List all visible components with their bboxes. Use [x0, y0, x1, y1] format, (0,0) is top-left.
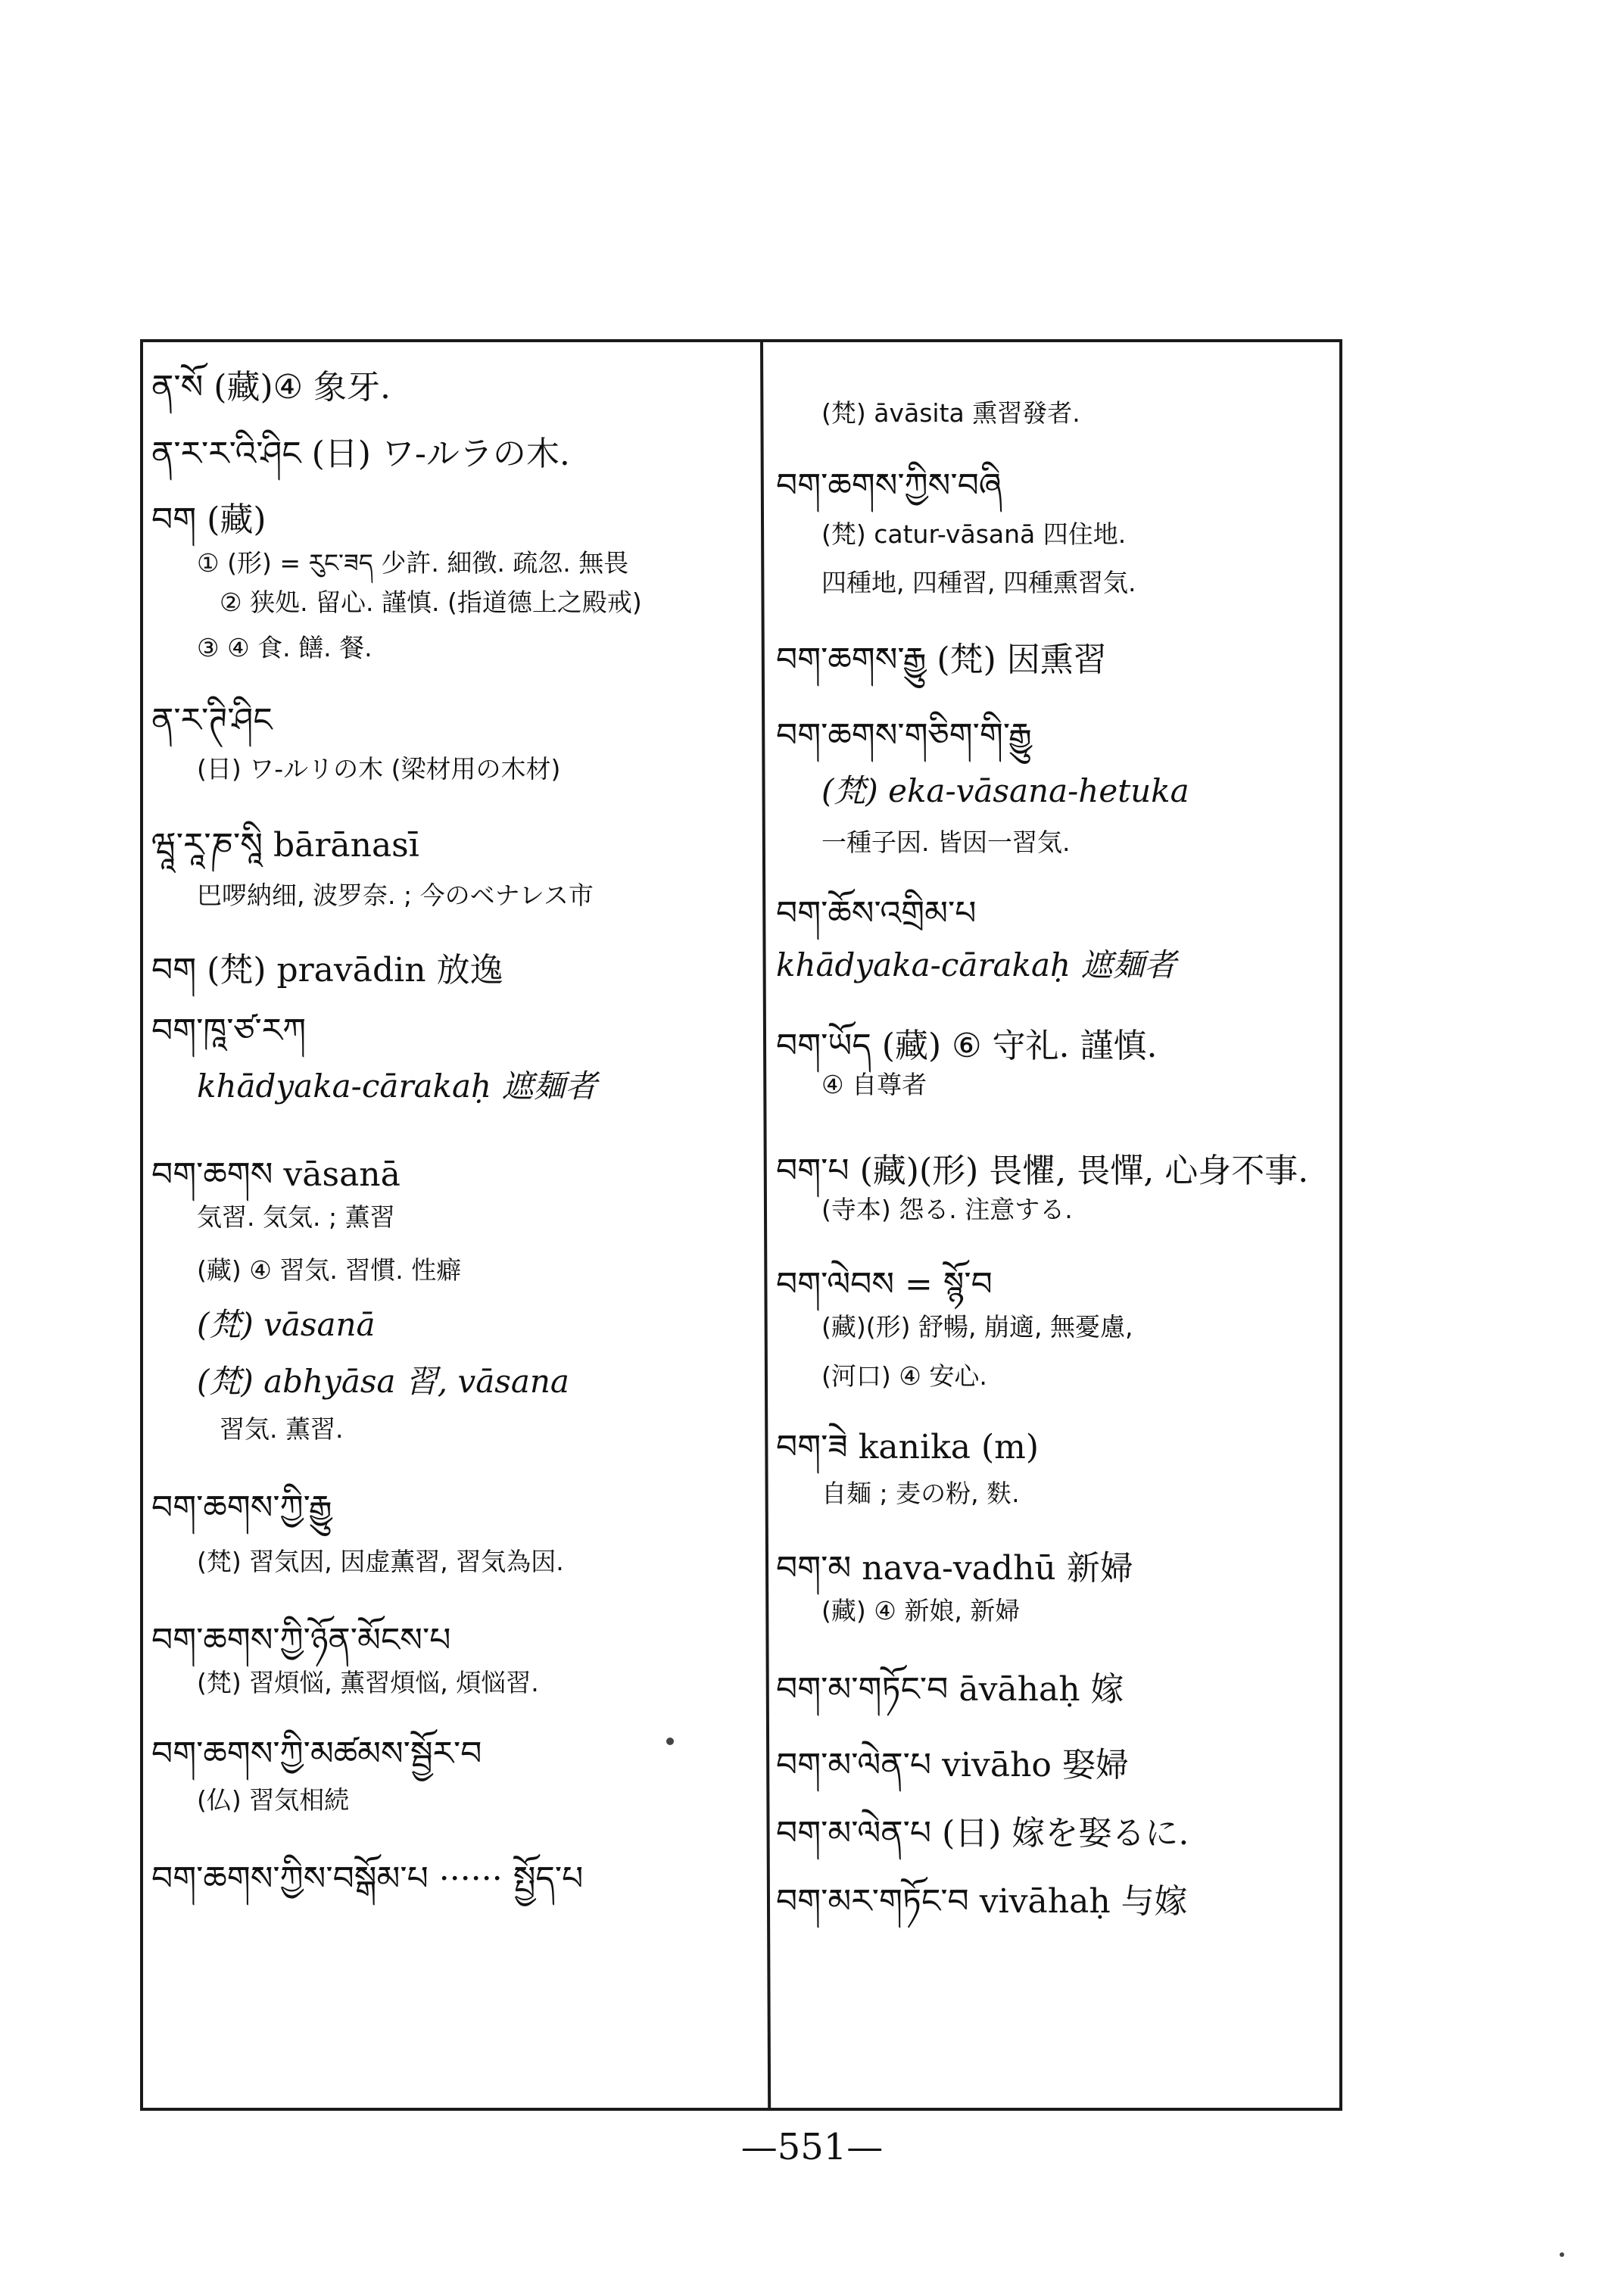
dictionary-entry: བག་ཆགས་ཀྱི་མཚམས་སྦྱོར་བ [151, 1735, 482, 1773]
dictionary-entry: (藏) ④ 新娘, 新婦 [821, 1596, 1021, 1625]
dictionary-entry: 一種子因. 皆因一習気. [821, 828, 1071, 857]
dictionary-entry: བག་ཆགས vāsanā [151, 1155, 401, 1194]
dictionary-entry: བག་མ་གཏོང་བ āvāhaḥ 嫁 [776, 1670, 1124, 1709]
dictionary-entry: (梵) āvāsita 熏習發者. [821, 398, 1080, 428]
dictionary-entry: བག་ཆོས་འགྲིམ་པ [776, 894, 977, 933]
dictionary-entry: ④ 自尊者 [821, 1070, 927, 1099]
dictionary-entry: (寺本) 怨る. 注意する. [821, 1195, 1073, 1224]
dictionary-entry: ③ ④ 食. 饍. 餐. [197, 633, 372, 662]
dictionary-entry: 気習. 気気. ; 薫習 [197, 1202, 395, 1232]
dictionary-entry: (梵) vāsanā [197, 1306, 376, 1343]
dictionary-entry: ན་སོ (藏)④ 象牙. [151, 368, 391, 407]
left-column [151, 342, 750, 2106]
scan-speck [1560, 2252, 1564, 2257]
dictionary-entry: 自麺 ; 麦の粉, 麩. [821, 1479, 1020, 1508]
dictionary-entry: ② 狭処. 留心. 謹慎. (指道德上之殿戒) [220, 588, 642, 617]
dictionary-entry: བག་ཆགས་ཀྱི་རྒྱུ [151, 1488, 332, 1527]
dictionary-entry: བག་ཡོད (藏) ⑥ 守礼. 謹慎. [776, 1027, 1158, 1065]
dictionary-entry: khādyaka-cārakaḥ 遮麺者 [776, 946, 1177, 983]
dictionary-entry: བག་ཁཱ་ཙ་རཀ [151, 1011, 307, 1050]
dictionary-entry: (梵) abhyāsa 習, vāsana [197, 1363, 569, 1400]
dictionary-entry: (梵) 習気因, 因虚薫習, 習気為因. [197, 1547, 564, 1576]
dictionary-entry: བག་པ (藏)(形) 畏懼, 畏憚, 心身不事. [776, 1152, 1309, 1190]
dictionary-entry: ན་ར་ར་འི་ཤིང (日) ワ-ルラの木. [151, 435, 570, 473]
dictionary-entry: བག་ཆགས་ཀྱི་ཉོན་མོངས་པ [151, 1621, 451, 1660]
dictionary-entry: བག་ཆགས་རྒྱུ (梵) 因熏習 [776, 641, 1107, 679]
dictionary-entry: 四種地, 四種習, 四種熏習気. [821, 568, 1136, 597]
page-number: —551— [740, 2126, 884, 2168]
dictionary-entry: བག་ཟེ kanika (m) [776, 1428, 1040, 1466]
dictionary-entry: བག་མར་གཏོང་བ vivāhaḥ 与嫁 [776, 1882, 1188, 1921]
dictionary-entry: ཝཱ་རཱ་ཎ་སཱི bārānasī [151, 826, 419, 865]
dictionary-entry: བག་ལེབས = སྙོ་བ [776, 1265, 993, 1304]
dictionary-entry: བག་མ་ལེན་པ vivāho 娶婦 [776, 1746, 1129, 1784]
dictionary-entry: (仏) 習気相続 [197, 1785, 350, 1815]
right-column [776, 342, 1333, 2106]
dictionary-entry: (藏) ④ 習気. 習慣. 性癖 [197, 1255, 462, 1285]
dictionary-entry: (梵) eka-vāsana-hetuka [821, 772, 1189, 809]
dictionary-entry: (藏)(形) 舒暢, 崩適, 無憂慮, [821, 1312, 1133, 1342]
dictionary-entry: (梵) 習煩悩, 薫習煩悩, 煩悩習. [197, 1668, 539, 1697]
dictionary-entry: བག (梵) pravādin 放逸 [151, 951, 503, 990]
dictionary-entry: བག་མ nava-vadhū 新婦 [776, 1549, 1133, 1588]
dictionary-entry: ན་ར་ཊི་ཤིང [151, 701, 273, 740]
dictionary-entry: 習気. 薫習. [220, 1414, 344, 1444]
dictionary-entry: (日) ワ-ルリの木 (梁材用の木材) [197, 754, 561, 784]
dictionary-entry: 巴啰納细, 波罗奈. ; 今のベナレス市 [197, 881, 594, 910]
dictionary-entry: (梵) catur-vāsanā 四住地. [821, 519, 1127, 549]
dictionary-entry: བག་ཆགས་ཀྱིས་བསྒོམ་པ ······ སྤྱོད་པ [151, 1859, 584, 1898]
dictionary-entry: བག་ཆགས་ཀྱིས་བཞི [776, 466, 1002, 505]
scan-speck [666, 1738, 674, 1745]
dictionary-entry: khādyaka-cārakaḥ 遮麺者 [197, 1068, 597, 1105]
dictionary-entry: བག་མ་ལེན་པ (日) 嫁を娶るに. [776, 1814, 1189, 1853]
dictionary-entry: བག (藏) [151, 500, 267, 539]
dictionary-entry: ① (形) = རུང་ཟད 少許. 細徴. 疏忽. 無畏 [197, 548, 629, 578]
dictionary-entry: (河口) ④ 安心. [821, 1361, 987, 1391]
dictionary-entry: བག་ཆགས་གཅིག་གི་རྒྱུ [776, 716, 1032, 755]
